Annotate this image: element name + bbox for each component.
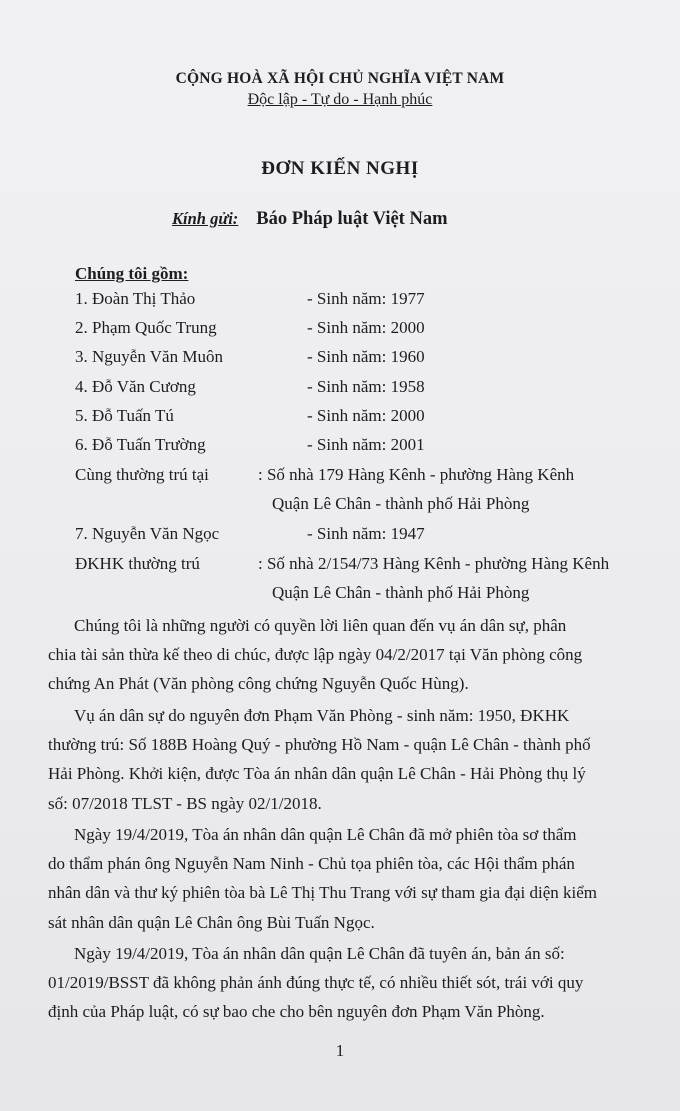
member-birth: - Sinh năm: 2001 xyxy=(307,435,425,454)
recipient-line xyxy=(172,209,447,230)
member-name: 7. Nguyễn Văn Ngọc xyxy=(75,524,220,543)
residence-address: : Số nhà 179 Hàng Kênh - phường Hàng Kênh xyxy=(258,465,575,484)
member-name: 3. Nguyễn Văn Muôn xyxy=(75,347,223,366)
residence-address-cont: Quận Lê Chân - thành phố Hải Phòng xyxy=(272,494,530,513)
member-name: 1. Đoàn Thị Thảo xyxy=(75,289,196,308)
member-birth: - Sinh năm: 1977 xyxy=(307,289,425,308)
member-birth: - Sinh năm: 1947 xyxy=(307,524,425,543)
body-paragraph: Ngày 19/4/2019, Tòa án nhân dân quận Lê Chân đã tuyên án, bản án số: 01/2019/BSST đã không phản ánh đúng thực tế, có nhiều thiết sót, trái với quy định của Pháp luật, có sự bao che cho bên nguyên đơn Phạm Văn Phòng. xyxy=(48,944,584,1022)
body-paragraph: Ngày 19/4/2019, Tòa án nhân dân quận Lê Chân đã mở phiên tòa sơ thẩm do thẩm phán ông Nguyễn Nam Ninh - Chủ tọa phiên tòa, các Hội thẩm phán nhân dân và thư ký phiên tòa bà Lê Thị Thu Trang với sự tham gia đại diện kiểm sát nhân dân quận Lê Chân ông Bùi Tuấn Ngọc. xyxy=(48,825,597,932)
page-number: 1 xyxy=(335,1041,345,1060)
member-name: 5. Đỗ Tuấn Tú xyxy=(75,406,174,425)
member-birth: - Sinh năm: 1960 xyxy=(307,347,425,366)
residence-address: : Số nhà 2/154/73 Hàng Kênh - phường Hàng Kênh xyxy=(258,554,610,573)
recipient-value: Báo Pháp luật Việt Nam xyxy=(256,209,448,229)
body-paragraph: Vụ án dân sự do nguyên đơn Phạm Văn Phòng - sinh năm: 1950, ĐKHK thường trú: Số 188B Hoàng Quý - phường Hồ Nam - quận Lê Chân - thành phố Hải Phòng. Khởi kiện, được Tòa án nhân dân quận Lê Chân - Hải Phòng thụ lý số: 07/2018 TLST - BS ngày 02/1/2018. xyxy=(48,706,591,813)
residence-label: Cùng thường trú tại xyxy=(75,465,209,484)
members-heading: Chúng tôi gồm: xyxy=(75,264,189,283)
member-birth: - Sinh năm: 1958 xyxy=(307,377,425,396)
member-name: 6. Đỗ Tuấn Trường xyxy=(75,435,206,454)
member-birth: - Sinh năm: 2000 xyxy=(307,406,425,425)
residence-address-cont: Quận Lê Chân - thành phố Hải Phòng xyxy=(272,583,530,602)
national-motto: Độc lập - Tự do - Hạnh phúc xyxy=(247,91,433,108)
document-title: ĐƠN KIẾN NGHỊ xyxy=(261,158,419,179)
recipient-label: Kính gửi: xyxy=(172,209,239,228)
member-name: 4. Đỗ Văn Cương xyxy=(75,377,196,396)
residence-label: ĐKHK thường trú xyxy=(75,554,200,573)
body-paragraph: Chúng tôi là những người có quyền lời liên quan đến vụ án dân sự, phân chia tài sản thừa kế theo di chúc, được lập ngày 04/2/2017 tại Văn phòng công chứng An Phát (Văn phòng công chứng Nguyễn Quốc Hùng). xyxy=(48,616,583,694)
member-name: 2. Phạm Quốc Trung xyxy=(75,318,217,337)
national-title: CỘNG HOÀ XÃ HỘI CHỦ NGHĨA VIỆT NAM xyxy=(175,70,505,87)
member-birth: - Sinh năm: 2000 xyxy=(307,318,425,337)
